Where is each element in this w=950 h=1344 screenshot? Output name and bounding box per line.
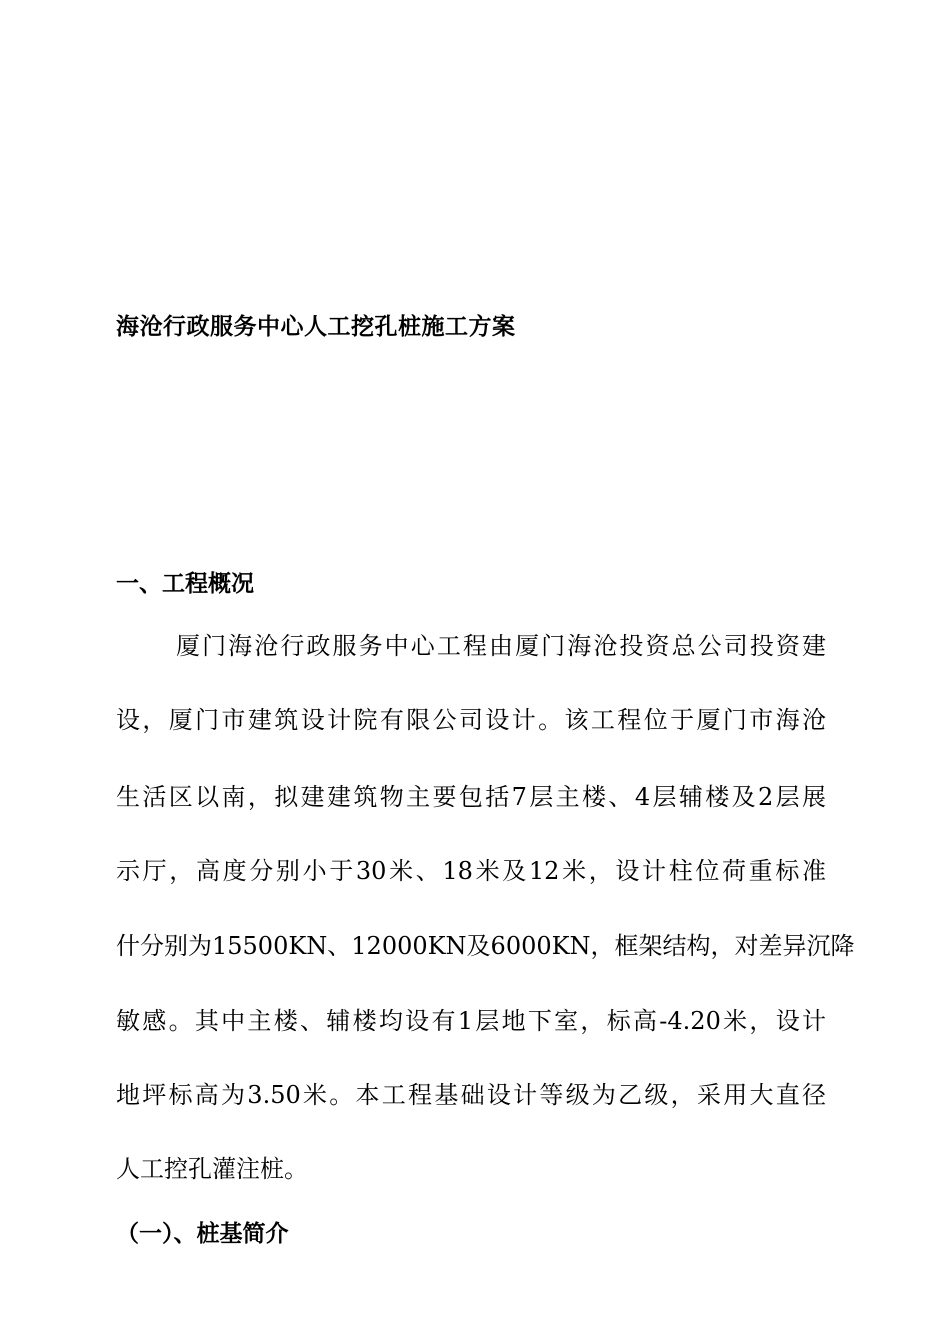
document-title: 海沧行政服务中心人工挖孔桩施工方案 <box>116 313 516 340</box>
paragraph-line: 地坪标高为3.50米。本工程基础设计等级为乙级，采用大直径 <box>116 1081 826 1109</box>
paragraph-line: 生活区以南，拟建建筑物主要包括7层主楼、4层辅楼及2层展 <box>116 783 826 811</box>
paragraph-line: 示厅，高度分别小于30米、18米及12米，设计柱位荷重标准 <box>116 857 826 885</box>
section-heading-project-overview: 一、工程概况 <box>116 570 254 597</box>
paragraph-line: 设，厦门市建筑设计院有限公司设计。该工程位于厦门市海沧 <box>116 706 826 734</box>
paragraph-line: 厦门海沧行政服务中心工程由厦门海沧投资总公司投资建 <box>176 632 826 660</box>
subsection-heading-pile-foundation: （一）、桩基简介 <box>116 1220 289 1247</box>
paragraph-line: 什分别为15500KN、12000KN及6000KN，框架结构，对差异沉降 <box>116 932 855 960</box>
paragraph-line: 敏感。其中主楼、辅楼均设有1层地下室，标高-4.20米，设计 <box>116 1007 826 1035</box>
paragraph-line: 人工控孔灌注桩。 <box>116 1155 308 1183</box>
